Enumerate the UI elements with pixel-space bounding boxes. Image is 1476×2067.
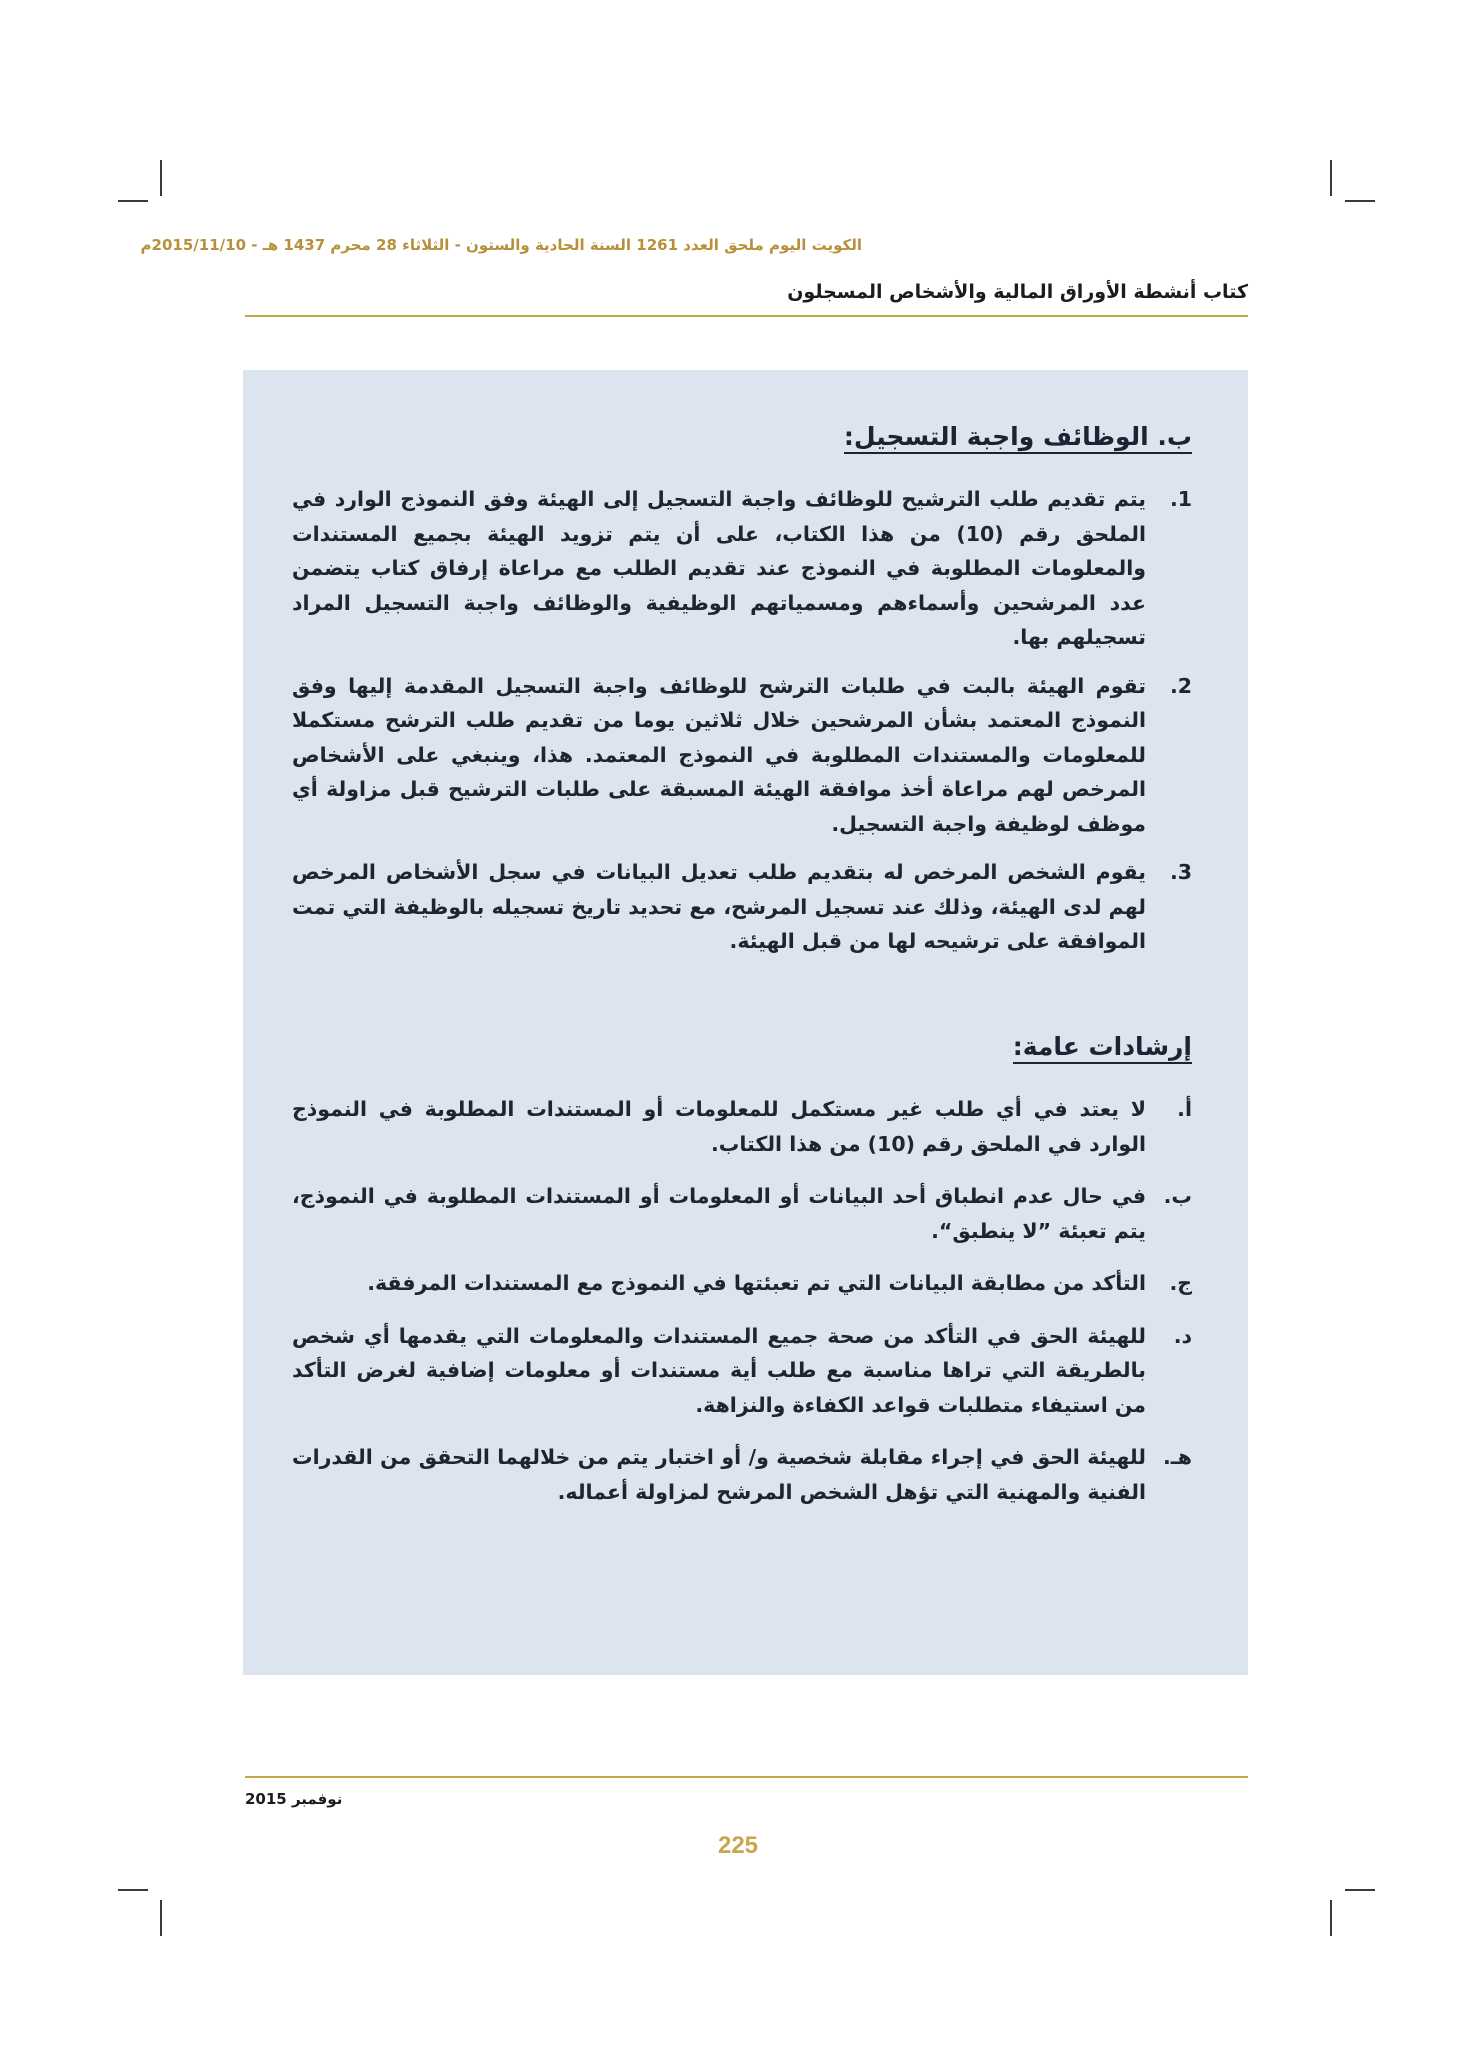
item-text: يقوم الشخص المرخص له بتقديم طلب تعديل البيانات في سجل الأشخاص المرخص لهم لدى الهيئة، وذلك عند تسجيل المرشح، مع تحديد تاريخ تسجيله بالوظيفة التي تمت الموافقة على ترشيحه لها من قبل الهيئة.: [292, 860, 1146, 953]
section-list: [292, 482, 1192, 973]
crop-mark: [160, 160, 162, 196]
list-item: [292, 855, 1192, 959]
crop-mark: [118, 1889, 148, 1891]
crop-mark: [1345, 200, 1375, 202]
crop-mark: [1330, 160, 1332, 196]
crop-mark: [1330, 1900, 1332, 1936]
list-item: [292, 669, 1192, 842]
item-number: ب.: [1163, 1184, 1192, 1208]
item-text: للهيئة الحق في التأكد من صحة جميع المستندات والمعلومات التي يقدمها أي شخص بالطريقة التي تراها مناسبة مع طلب أية مستندات أو معلومات إضافية لغرض التأكد من استيفاء متطلبات قواعد الكفاءة والنزاهة.: [292, 1323, 1146, 1417]
item-number: 3.: [1169, 860, 1192, 884]
list-item: [292, 482, 1192, 655]
list-item: [292, 1092, 1192, 1161]
item-text: تقوم الهيئة بالبت في طلبات الترشح للوظائف واجبة التسجيل المقدمة إليها وفق النموذج المعتمد بشأن المرشحين خلال ثلاثين يوما من تقديم طلب الترشح مستكملا للمعلومات والمستندات المطلوبة في النموذج المعتمد. هذا، وينبغي على الأشخاص المرخص لهم مراعاة أخذ موافقة الهيئة المسبقة على طلبات الترشيح قبل مزاولة أي موظف لوظيفة واجبة التسجيل.: [292, 673, 1146, 836]
footer-divider: [245, 1776, 1248, 1778]
header-divider: [245, 315, 1248, 317]
page-title: كتاب أنشطة الأوراق المالية والأشخاص المسجلون: [787, 281, 1248, 303]
content-panel: [243, 370, 1248, 1675]
list-item: [292, 1319, 1192, 1423]
crop-mark: [1345, 1889, 1375, 1891]
list-item: [292, 1266, 1192, 1301]
item-number: أ.: [1177, 1097, 1192, 1121]
item-text: في حال عدم انطباق أحد البيانات أو المعلومات أو المستندات المطلوبة في النموذج، يتم تعبئة ”لا ينطبق“.: [292, 1184, 1146, 1243]
item-text: يتم تقديم طلب الترشيح للوظائف واجبة التسجيل إلى الهيئة وفق النموذج الوارد في الملحق رقم (10) من هذا الكتاب، على أن يتم تزويد الهيئة بجميع المستندات والمعلومات المطلوبة في النموذج عند تقديم الطلب مع مراعاة إرفاق كتاب يتضمن عدد المرشحين وأسماءهم ومسمياتهم الوظيفية والوظائف واجبة التسجيل المراد تسجيلهم بها.: [292, 487, 1146, 649]
page-number: 225: [717, 1832, 759, 1859]
item-text: لا يعتد في أي طلب غير مستكمل للمعلومات أو المستندات المطلوبة في النموذج الوارد في الملحق رقم (10) من هذا الكتاب.: [292, 1097, 1146, 1156]
item-text: التأكد من مطابقة البيانات التي تم تعبئتها في النموذج مع المستندات المرفقة.: [367, 1271, 1146, 1295]
crop-mark: [160, 1900, 162, 1936]
section-heading: إرشادات عامة:: [1013, 1032, 1192, 1064]
item-number: 2.: [1169, 673, 1192, 698]
item-number: د.: [1173, 1323, 1192, 1348]
issue-line: الكويت اليوم ملحق العدد 1261 السنة الحادية والستون - الثلاثاء 28 محرم 1437 هـ - 2015/11/10م: [140, 236, 862, 254]
list-item: [292, 1179, 1192, 1248]
section-heading: ب. الوظائف واجبة التسجيل:: [844, 422, 1192, 454]
list-item: [292, 1440, 1192, 1509]
item-text: للهيئة الحق في إجراء مقابلة شخصية و/ أو اختبار يتم من خلالهما التحقق من القدرات الفنية والمهنية التي تؤهل الشخص المرشح لمزاولة أعماله.: [292, 1445, 1146, 1504]
footer-date: نوفمبر 2015: [245, 1790, 343, 1808]
item-number: 1.: [1169, 487, 1192, 511]
item-number: ج.: [1169, 1271, 1192, 1295]
guidelines-list: [292, 1092, 1192, 1527]
item-number: هـ.: [1162, 1445, 1192, 1469]
crop-mark: [118, 200, 148, 202]
